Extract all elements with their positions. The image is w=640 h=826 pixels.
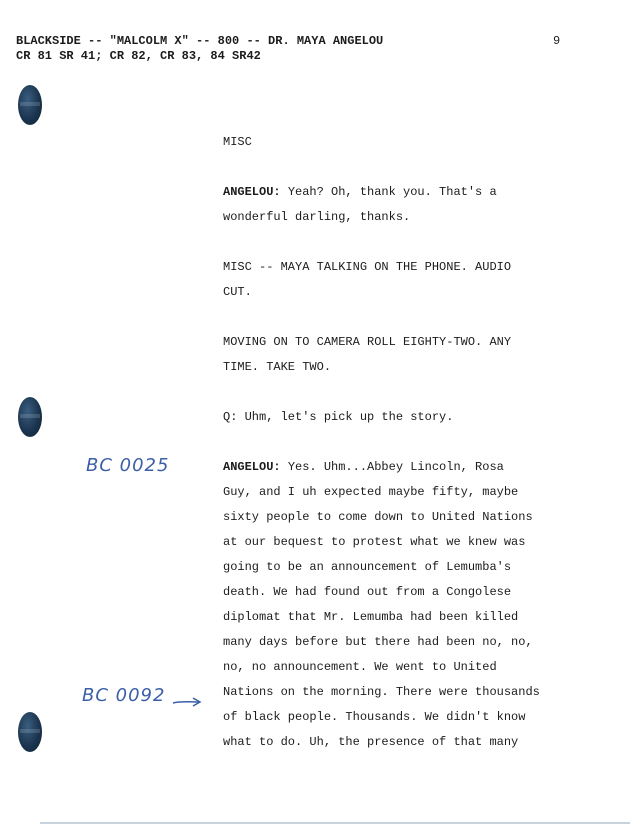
line-text: death. We had found out from a Congolese [223, 585, 512, 599]
line-text: MISC [223, 135, 252, 149]
handwritten-annotation: BC 0025 [86, 455, 170, 476]
transcript-line [223, 555, 563, 580]
transcript-line [223, 605, 563, 630]
line-text: Guy, and I uh expected maybe fifty, maybe [223, 485, 519, 499]
transcript-line [223, 530, 563, 555]
line-text: Nations on the morning. There were thousands [223, 685, 540, 699]
document-header [16, 34, 383, 64]
header-title: BLACKSIDE -- "MALCOLM X" -- 800 -- DR. MAYA ANGELOU [16, 34, 384, 48]
transcript-line [223, 280, 563, 305]
binder-hole-icon [18, 397, 42, 437]
transcript-line [223, 705, 563, 730]
transcript-line [223, 655, 563, 680]
transcript-line [223, 355, 563, 380]
line-text: TIME. TAKE TWO. [223, 360, 332, 374]
transcript-line [223, 580, 563, 605]
transcript-paragraph [223, 330, 563, 380]
line-text: Yes. Uhm...Abbey Lincoln, Rosa [287, 460, 504, 474]
line-text: wonderful darling, thanks. [223, 210, 411, 224]
speaker-paragraph [223, 455, 563, 755]
page-number: 9 [553, 34, 561, 48]
transcript-paragraph [223, 255, 563, 305]
line-text: MISC -- MAYA TALKING ON THE PHONE. AUDIO [223, 260, 512, 274]
line-text: many days before but there had been no, no, [223, 635, 533, 649]
line-text: no, no announcement. We went to United [223, 660, 497, 674]
line-text: CUT. [223, 285, 252, 299]
transcript-line [223, 630, 563, 655]
arrow-right-icon [172, 696, 202, 708]
transcript-line [223, 730, 563, 755]
transcript-line [223, 680, 563, 705]
page-bottom-edge [40, 822, 630, 824]
line-text: MOVING ON TO CAMERA ROLL EIGHTY-TWO. ANY [223, 335, 512, 349]
transcript-paragraph [223, 405, 563, 430]
transcript-body [223, 130, 563, 780]
binder-hole-icon [18, 712, 42, 752]
line-text: sixty people to come down to United Nations [223, 510, 533, 524]
handwritten-annotation: BC 0092 [82, 685, 166, 706]
header-roll-info: CR 81 SR 41; CR 82, CR 83, 84 SR42 [16, 49, 261, 63]
transcript-line [223, 205, 563, 230]
speaker-label: ANGELOU: [223, 185, 281, 199]
speaker-label: ANGELOU: [223, 460, 281, 474]
binder-hole-icon [18, 85, 42, 125]
transcript-line [223, 480, 563, 505]
line-text: diplomat that Mr. Lemumba had been killed [223, 610, 519, 624]
transcript-paragraph [223, 130, 563, 155]
transcript-line [223, 455, 563, 480]
transcript-line [223, 330, 563, 355]
transcript-line [223, 130, 563, 155]
line-text: of black people. Thousands. We didn't know [223, 710, 526, 724]
transcript-line [223, 180, 563, 205]
line-text: Q: Uhm, let's pick up the story. [223, 410, 454, 424]
transcript-line [223, 255, 563, 280]
line-text: Yeah? Oh, thank you. That's a [287, 185, 497, 199]
transcript-line [223, 405, 563, 430]
line-text: going to be an announcement of Lemumba's [223, 560, 512, 574]
transcript-line [223, 505, 563, 530]
speaker-paragraph [223, 180, 563, 230]
line-text: what to do. Uh, the presence of that many [223, 735, 519, 749]
line-text: at our bequest to protest what we knew was [223, 535, 526, 549]
